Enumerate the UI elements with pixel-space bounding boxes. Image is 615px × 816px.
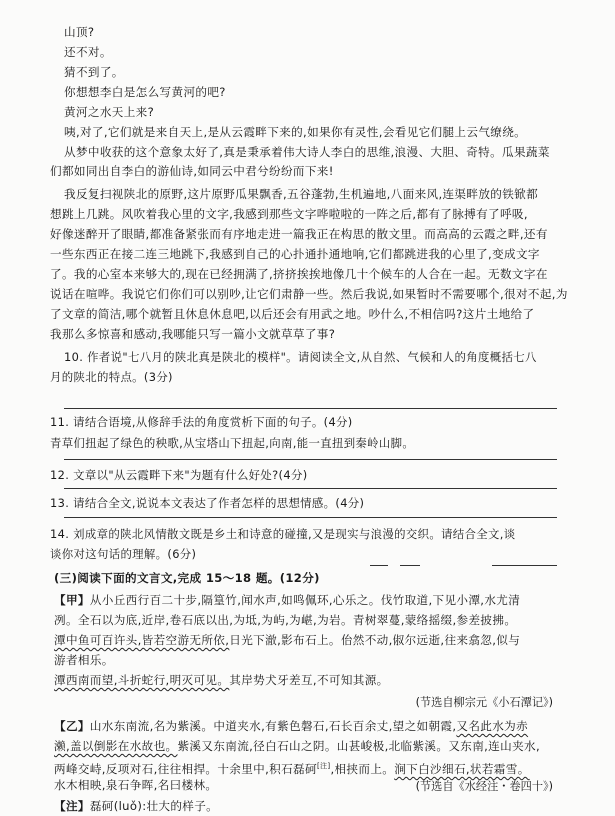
jia-line: 潭西南而望,斗折蛇行,明灭可见。其岸势犬牙差互,不可知其源。	[54, 673, 389, 687]
passage-line: 咦,对了,它们就是来自天上,是从云霞畔下来的,如果你有灵性,会看见它们腿上云气缭绕。	[64, 125, 527, 139]
yi-line: 【乙】山水东南流,名为紫溪。中道夹水,有紫色磐石,石长百余丈,望之如朝霞,又名此水为赤	[54, 719, 529, 733]
answer-line[interactable]	[64, 488, 557, 489]
yi-line: 水木相映,泉石争晖,名曰楼林。	[54, 778, 218, 792]
yi-label: 【乙】	[54, 719, 90, 733]
question-12: 12. 文章以"从云霞畔下来"为题有什么好处?(4分)	[50, 468, 308, 482]
passage-line: 们都如同出自李白的游仙诗,如同云中君兮纷纷而下来!	[50, 164, 334, 178]
underlined-sentence: 又名此水为赤	[456, 719, 529, 733]
underlined-sentence: 涧下白沙细石,状若霜雪。	[394, 761, 530, 776]
passage-line: 说话在喧哗。我说它们你们可以别吵,让它们肃静一些。然后我说,如果暂时不需要哪个,很对不起,为	[50, 287, 568, 301]
underlined-sentence: 潭西南而望,斗折蛇行,明灭可见。	[54, 673, 230, 687]
passage-line: 山顶?	[64, 25, 95, 39]
note-line: 【注】磊砢(luǒ):壮大的样子。	[54, 799, 219, 813]
passage-line: 你想想李白是怎么写黄河的吧?	[64, 85, 226, 99]
underlined-sentence: 濑,盖以倒影在水故也。	[54, 739, 178, 753]
question-11: 11. 请结合语境,从修辞手法的角度赏析下面的句子。(4分)	[50, 415, 353, 429]
jia-line: 【甲】从小丘西行百二十步,隔篁竹,闻水声,如鸣佩环,心乐之。伐竹取道,下见小潭,水尤清	[54, 593, 521, 607]
passage-line: 一些东西正在接二连三地跳下,我感到自己的心扑通扑通地响,它们都跳进我的心里了,变成文字	[50, 247, 540, 261]
passage-line: 我反复扫视陕北的原野,这片原野瓜果飘香,五谷蓬勃,生机遍地,八面来风,连渠畔放的铁锨都	[64, 187, 539, 201]
yi-source: (节选自《水经注・卷四十》)	[415, 780, 553, 793]
passage-line: 猜不到了。	[64, 65, 124, 79]
jia-label: 【甲】	[54, 593, 90, 607]
answer-line[interactable]	[370, 565, 388, 566]
yi-line: 两峰交峙,反项对石,往往相捍。十余里中,积石磊砢[注],相挟而上。涧下白沙细石,状若霜雪。	[54, 761, 530, 776]
passage-line: 好像迷醉开了眼睛,都准备紧张而有序地走进一篇我正在构思的散文里。而高高的云霞之畔,还有	[50, 227, 548, 241]
passage-line: 了。我的心室本来够大的,现在已经拥满了,挤挤挨挨地像几十个候车的人合在一起。无数文字在	[50, 267, 548, 281]
footnote-marker: [注]	[316, 762, 331, 770]
question-10: 10. 作者说"七八月的陕北真是陕北的模样"。请阅读全文,从自然、气候和人的角度概括七八	[64, 350, 537, 364]
question-14-cont: 谈你对这句话的理解。(6分)	[50, 547, 197, 561]
passage-line: 还不对。	[64, 45, 112, 59]
underlined-sentence: 潭中鱼可百许头,皆若空游无所依,	[54, 633, 230, 647]
passage-line: 想跳上几跳。风吹着我心里的文字,我感到那些文字哗啦啦的一阵之后,都有了脉搏有了呼吸,	[50, 207, 528, 221]
jia-line: 潭中鱼可百许头,皆若空游无所依,日光下澈,影布石上。佁然不动,俶尔远逝,往来翕忽,似与	[54, 633, 521, 647]
note-label: 【注】	[54, 799, 90, 813]
question-11-sentence: 青草们扭起了绿色的秧歌,从宝塔山下扭起,向南,能一直扭到秦岭山脚。	[50, 436, 415, 450]
passage-line: 黄河之水天上来?	[64, 105, 155, 119]
yi-line: 濑,盖以倒影在水故也。紫溪又东南流,径白石山之阴。山甚峻极,北临紫溪。又东南,连山夹水,	[54, 739, 540, 753]
question-10-cont: 月的陕北的特点。(3分)	[50, 370, 173, 384]
answer-line[interactable]	[64, 517, 557, 518]
question-13: 13. 请结合全文,说说本文表达了作者怎样的思想情感。(4分)	[50, 496, 365, 510]
jia-line: 游者相乐。	[54, 653, 114, 667]
answer-line[interactable]	[64, 408, 557, 409]
answer-line[interactable]	[400, 565, 420, 566]
jia-source: (节选自柳宗元《小石潭记》)	[415, 696, 553, 709]
answer-line[interactable]	[64, 459, 557, 460]
jia-line: 冽。全石以为底,近岸,卷石底以出,为坻,为屿,为嵁,为岩。青树翠蔓,蒙络摇缀,参差披拂。	[54, 613, 517, 627]
question-14: 14. 刘成章的陕北风情散文既是乡土和诗意的碰撞,又是现实与浪漫的交织。请结合全文,谈	[50, 527, 516, 541]
passage-line: 了文章的简洁,哪个就暂且休息休息吧,以后还会有用武之地。吵什么,不相信吗?这片土地给了	[50, 307, 535, 321]
section-3-heading: (三)阅读下面的文言文,完成 15～18 题。(12分)	[54, 571, 320, 585]
passage-line: 我那么多惊喜和感动,我哪能只写一篇小文就草草了事?	[50, 327, 336, 341]
passage-line: 从梦中收获的这个意象太好了,真是秉承着伟大诗人李白的思维,浪漫、大胆、奇特。瓜果蔬菜	[64, 145, 550, 159]
answer-line[interactable]	[492, 565, 557, 566]
